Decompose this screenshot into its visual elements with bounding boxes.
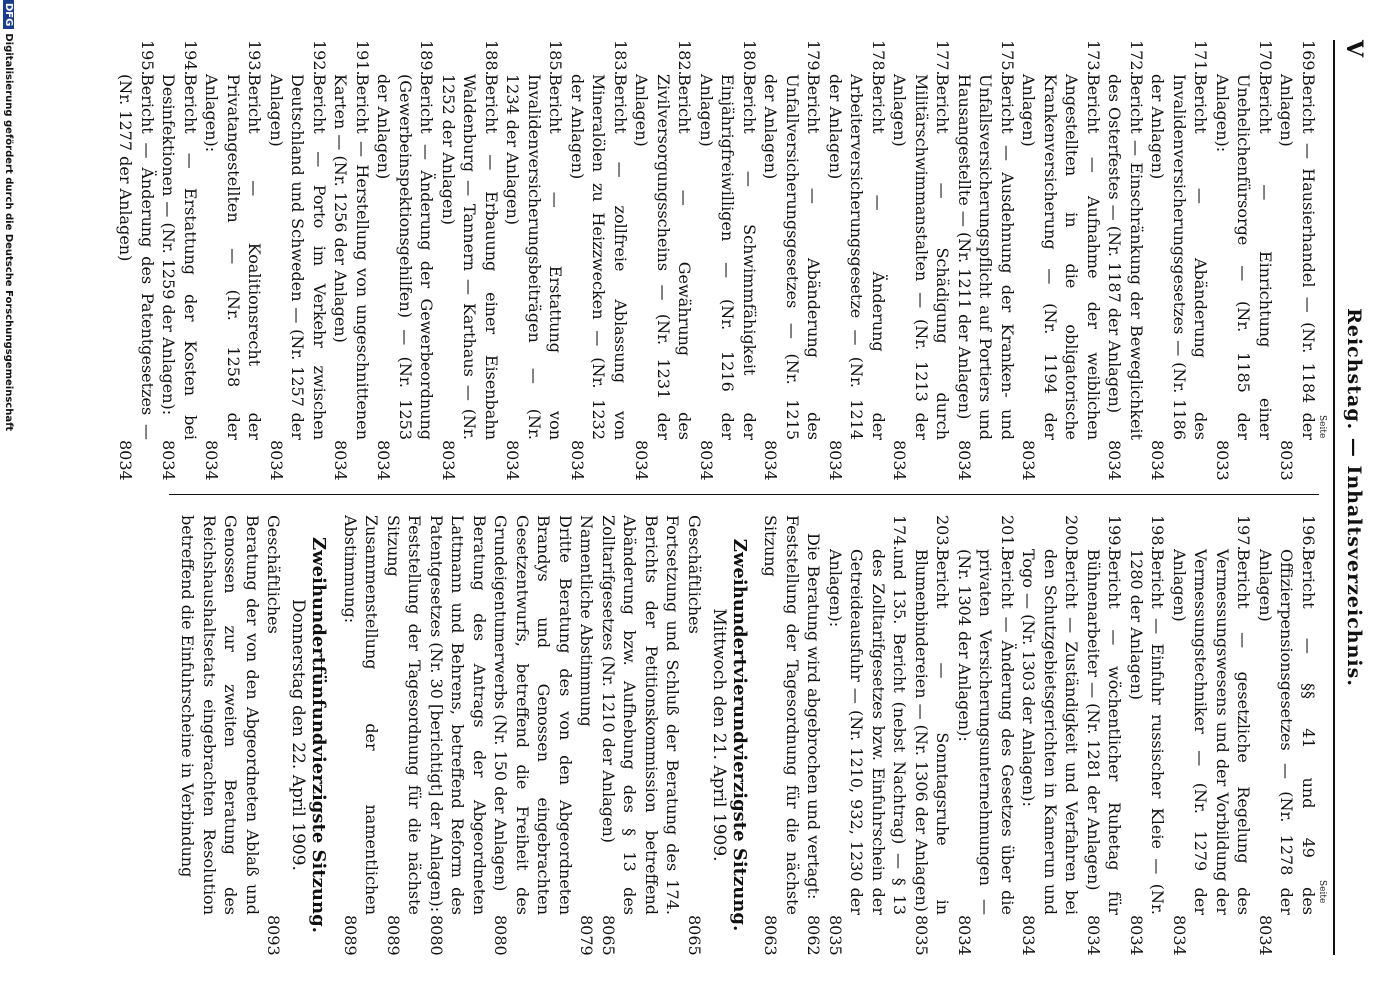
header-title: Reichstag. — Inhaltsverzeichnis. bbox=[1343, 308, 1365, 687]
entry-number: 199. bbox=[1105, 515, 1125, 551]
entry-text: Bericht — gesetzliche Regelung des Vermessungswesens und der Vorbildung der Vermessungstechniker — (Nr. 1279 der Anlagen) bbox=[1170, 549, 1254, 915]
entry-text: Bericht — Abänderung des Unfallversicherungsgesetzes — (Nr. 1215 der Anlagen) bbox=[761, 74, 824, 440]
entry-page: 8034 bbox=[1127, 915, 1146, 956]
session-title: Zweihundertfünfundvierzigste Sitzung. bbox=[308, 537, 330, 933]
session-line bbox=[177, 515, 263, 955]
seite-label-right: Seite bbox=[1317, 880, 1327, 904]
toc-entry bbox=[1018, 40, 1104, 480]
page-number: V bbox=[1341, 40, 1367, 58]
entry-page: 8033 bbox=[1213, 440, 1232, 481]
entry-text: Bericht — Erstattung der Kosten bei Desinfektionen — (Nr. 1259 der Anlagen): bbox=[159, 74, 200, 440]
session-heading-244 bbox=[709, 515, 750, 955]
seite-label-left: Seite bbox=[1317, 415, 1327, 439]
entry-page: 8034 bbox=[267, 440, 286, 481]
entry-number: 200. bbox=[1062, 515, 1082, 551]
line-page: 8089 bbox=[384, 915, 403, 956]
entry-number: 197. bbox=[1234, 515, 1254, 551]
line-page: 8089 bbox=[341, 915, 360, 956]
adjourn-line bbox=[803, 515, 825, 955]
entry-page: 8034 bbox=[439, 440, 458, 481]
entry-text: Bericht — Sonntagsruhe in Blumenbindereien — (Nr. 1306 der Anlagen) bbox=[912, 549, 953, 915]
toc-entry bbox=[889, 40, 954, 480]
entry-page: 8034 bbox=[116, 440, 136, 481]
session-line bbox=[490, 515, 576, 955]
entry-number: 191. bbox=[353, 40, 372, 76]
entry-text: Bericht — Zuständigkeit und Verfahren bei den Schutzgebietsgerichten in Kamerun und Togo — (Nr. 1303 der Anlagen): bbox=[1019, 549, 1082, 915]
entry-text: Bericht — Gewährung des Zivilversorgungsscheins — (Nr. 1231 der Anlagen) bbox=[632, 74, 695, 440]
entry-number: 171. bbox=[1191, 40, 1211, 76]
toc-entry bbox=[1104, 40, 1147, 480]
entry-page: 8034 bbox=[1019, 440, 1039, 481]
toc-entry bbox=[760, 40, 825, 480]
toc-entry bbox=[438, 40, 503, 480]
entry-page: 8034 bbox=[503, 440, 523, 481]
line-text: Beratung des Antrags der Abgeordneten Lattmann und Behrens, betreffend Reform des Patentgesetzes (Nr. 30 [berichtigt] der Anlagen): bbox=[427, 515, 489, 915]
entry-number: 185. bbox=[546, 40, 566, 76]
toc-entry bbox=[1169, 515, 1255, 955]
entry-page: 8034 bbox=[1019, 915, 1039, 956]
session-line bbox=[340, 515, 383, 955]
entry-number: 198. bbox=[1148, 515, 1168, 551]
entry-number: 179. bbox=[804, 40, 824, 76]
toc-entry bbox=[696, 40, 761, 480]
entry-number: 177. bbox=[933, 40, 953, 76]
toc-entry bbox=[158, 40, 201, 480]
entry-number: 170. bbox=[1256, 40, 1275, 76]
session-title: Zweihundertvierundvierzigste Sitzung. bbox=[729, 538, 750, 932]
toc-entry bbox=[330, 40, 373, 480]
toc-entry bbox=[825, 515, 911, 955]
entry-text: Bericht — Änderung der Arbeiterversicherungsgesetze — (Nr. 1214 der Anlagen) bbox=[826, 74, 888, 440]
entry-text: Bericht — Änderung des Patentgesetzes — (Nr. 1277 der Anlagen) bbox=[116, 74, 157, 440]
entry-number: 174. bbox=[890, 515, 910, 551]
toc-entry bbox=[115, 40, 158, 480]
line-page: 8079 bbox=[577, 915, 597, 956]
entry-number: 169. bbox=[1299, 40, 1318, 76]
toc-entry bbox=[1083, 515, 1126, 955]
line-text: Dritte Beratung des von den Abgeordneten Brandys und Genossen eingebrachten Gesetzentwurfs, betreffend die Freiheit des Grundeigentumerwerbs (Nr. 150 der Anlagen) bbox=[491, 515, 575, 915]
fest1-line bbox=[760, 515, 803, 955]
header-rule bbox=[1333, 40, 1335, 955]
line-text: Fortsetzung und Schluß der Beratung des 174. Berichts der Petitionskommission betreffend Abänderung bzw. Aufhebung des § 13 des Zolltarifgesetzes (Nr. 1210 der Anlagen) bbox=[599, 515, 683, 915]
entry-number: 196. bbox=[1299, 515, 1318, 551]
fest1-text: Feststellung der Tagesordnung für die nächste Sitzung bbox=[761, 515, 802, 915]
session-245-lines bbox=[177, 515, 285, 955]
entry-number: 182. bbox=[675, 40, 695, 76]
entry-page: 8034 bbox=[1105, 440, 1125, 481]
session-date: Mittwoch den 21. April 1909. bbox=[709, 608, 729, 862]
entry-text: Bericht — Schwimmfähigkeit der Einjährigfreiwilligen — (Nr. 1216 der Anlagen) bbox=[697, 74, 759, 440]
toc-entry bbox=[631, 40, 696, 480]
entry-number: 193. bbox=[245, 40, 265, 76]
session-244-lines bbox=[340, 515, 706, 955]
line-page: 8080 bbox=[427, 915, 446, 956]
entry-number: 203. bbox=[933, 515, 953, 551]
adjourn-page: 8062 bbox=[804, 915, 824, 956]
session-line bbox=[598, 515, 684, 955]
entry-page: 8034 bbox=[697, 440, 716, 481]
toc-entry bbox=[825, 40, 890, 480]
entry-page: 8034 bbox=[1170, 915, 1189, 956]
entry-page: 8034 bbox=[159, 440, 179, 481]
adjourn-text: Die Beratung wird abgebrochen und vertagt: bbox=[804, 533, 824, 900]
entry-page: 8034 bbox=[890, 440, 910, 481]
entry-page: 8034 bbox=[374, 440, 394, 481]
entry-text: und 135. Bericht (nebst Nachtrag) — § 13 des Zolltarifgesetzes bzw. Einfuhrschein der Getreideausfuhr — (Nr. 1210, 932, 1230 der Anlagen): bbox=[826, 549, 910, 915]
toc-entry bbox=[266, 40, 331, 480]
toc-entry bbox=[1147, 40, 1212, 480]
entry-text: Bericht — Erbauung einer Eisenbahn Waldenburg — Tannern — Karthaus — (Nr. 1252 der Anlagen) bbox=[439, 74, 501, 440]
line-text: Zusammenstellung der namentlichen Abstimmung: bbox=[341, 515, 382, 915]
entry-text: Bericht — Änderung der Gewerbeordnung (Gewerbeinspektionsgehilfen) — (Nr. 1253 der Anlagen) bbox=[374, 74, 437, 440]
entry-number: 173. bbox=[1084, 40, 1103, 76]
session-line bbox=[263, 515, 285, 955]
toc-entry bbox=[1255, 515, 1320, 955]
toc-entry bbox=[201, 40, 266, 480]
entry-page: 8034 bbox=[1148, 440, 1168, 481]
entry-text: Bericht — Koalitionsrecht der Privatangestellten — (Nr. 1258 der Anlagen): bbox=[202, 74, 265, 440]
entry-page: 8035 bbox=[912, 915, 931, 956]
entry-text: Bericht — §§ 41 und 49 des Offizierpensionsgesetzes — (Nr. 1278 der Anlagen) bbox=[1256, 549, 1318, 915]
session-heading-245 bbox=[289, 515, 330, 955]
line-page: 8065 bbox=[685, 915, 704, 956]
entry-page: 8034 bbox=[955, 915, 974, 956]
entry-number: 172. bbox=[1127, 40, 1146, 76]
entry-page: 8034 bbox=[761, 440, 781, 481]
entry-text: Bericht — Abänderung des Invalidenversicherungsgesetzes — (Nr. 1186 der Anlagen) bbox=[1148, 74, 1211, 440]
toc-entry bbox=[1276, 40, 1319, 480]
session-line bbox=[684, 515, 706, 955]
line-page: 8080 bbox=[491, 915, 511, 956]
right-column bbox=[177, 515, 1319, 955]
footer-strip bbox=[0, 0, 18, 1000]
toc-entry bbox=[954, 515, 1019, 955]
entry-number: 194. bbox=[181, 40, 200, 76]
toc-entry bbox=[1018, 515, 1083, 955]
entry-text: Bericht — Einfuhr russischer Kleie — (Nr. 1280 der Anlagen) bbox=[1127, 549, 1168, 915]
toc-entry bbox=[911, 515, 954, 955]
session-line bbox=[383, 515, 426, 955]
entry-text: Bericht — Schädigung durch Militärschwimmanstalten — (Nr. 1213 der Anlagen) bbox=[890, 74, 953, 440]
entry-page: 8034 bbox=[331, 440, 351, 481]
line-text: Namentliche Abstimmung bbox=[577, 515, 597, 727]
line-page: 8093 bbox=[264, 915, 284, 956]
entry-page: 8034 bbox=[826, 440, 845, 481]
entry-text: Bericht — wöchentlicher Ruhetag für Bühnenarbeiter — (Nr. 1281 der Anlagen) bbox=[1084, 549, 1125, 915]
entry-page: 8033 bbox=[1277, 440, 1297, 481]
entry-number: 201. bbox=[998, 515, 1017, 551]
line-text: Geschäftliches bbox=[264, 515, 284, 634]
line-text: Beratung der von den Abgeordneten Ablaß und Genossen zur zweiten Beratung des Reichshaushaltsetats eingebrachten Resolution betreffend die Einfuhrscheine in Verbindung bbox=[178, 515, 262, 915]
session-date: Donnerstag den 22. April 1909. bbox=[288, 599, 309, 871]
entry-text: Bericht — Einrichtung einer Unehelichenfürsorge — (Nr. 1185 der Anlagen): bbox=[1213, 74, 1275, 440]
entry-text: Bericht — Einschränkung der Beweglichkeit des Osterfestes — (Nr. 1187 der Anlagen) bbox=[1105, 74, 1146, 440]
session-line bbox=[426, 515, 491, 955]
toc-entry bbox=[1126, 515, 1169, 955]
entry-number: 180. bbox=[740, 40, 759, 76]
session-line bbox=[576, 515, 598, 955]
entry-number: 183. bbox=[611, 40, 630, 76]
entry-text: Bericht — Änderung des Gesetzes über die privaten Versicherungsunternehmungen — (Nr. 1304 der Anlagen): bbox=[955, 549, 1017, 915]
entry-page: 8034 bbox=[632, 440, 652, 481]
entry-number: 178. bbox=[869, 40, 888, 76]
toc-entry bbox=[373, 40, 438, 480]
right-entries bbox=[825, 515, 1320, 955]
line-page: 8065 bbox=[599, 915, 618, 956]
entry-text: Bericht — Hausierhandel — (Nr. 1184 der Anlagen) bbox=[1277, 74, 1318, 440]
entry-page: 8034 bbox=[202, 440, 222, 481]
line-text: Geschäftliches bbox=[685, 515, 704, 634]
fest1-page: 8063 bbox=[761, 915, 781, 956]
entry-text: Bericht — Aufnahme der weiblichen Angestellten in die obligatorische Krankenversicherung — (Nr. 1194 der Anlagen) bbox=[1019, 74, 1103, 440]
entry-page: 8034 bbox=[1084, 915, 1103, 956]
entry-text: Bericht — Ausdehnung der Kranken- und Unfallsversicherungspflicht auf Portiers und Hausangestellte — (Nr. 1211 der Anlagen) bbox=[955, 74, 1017, 440]
footer-text: Digitalisierung gefördert durch die Deutsche Forschungsgemeinschaft bbox=[3, 33, 15, 432]
entry-text: Bericht — Erstattung von Invalidenversicherungsbeiträgen — (Nr. 1234 der Anlagen) bbox=[503, 74, 566, 440]
left-column bbox=[115, 40, 1319, 480]
entry-number: 189. bbox=[417, 40, 437, 76]
entry-text: Bericht — Herstellung von ungeschnittenen Karten — (Nr. 1256 der Anlagen) bbox=[331, 74, 372, 440]
entry-page: 8034 bbox=[1256, 915, 1275, 956]
entry-number: 188. bbox=[482, 40, 501, 76]
entry-text: Bericht — Porto im Verkehr zwischen Deutschland und Schweden — (Nr. 1257 der Anlagen) bbox=[267, 74, 329, 440]
entry-page: 8034 bbox=[955, 440, 974, 481]
page-header bbox=[1341, 40, 1367, 955]
toc-entry bbox=[567, 40, 632, 480]
entry-number: 175. bbox=[998, 40, 1017, 76]
entry-text: Bericht — zollfreie Ablassung von Mineralölen zu Heizzwecken — (Nr. 1232 der Anlagen) bbox=[568, 74, 630, 440]
column-divider bbox=[169, 494, 1319, 495]
toc-entry bbox=[502, 40, 567, 480]
entry-number: 195. bbox=[138, 40, 157, 76]
entry-page: 8034 bbox=[568, 440, 587, 481]
entry-number: 192. bbox=[310, 40, 329, 76]
entry-page: 8035 bbox=[826, 915, 845, 956]
dfg-logo: DFG bbox=[4, 0, 15, 29]
toc-entry bbox=[954, 40, 1019, 480]
toc-entry bbox=[1212, 40, 1277, 480]
line-text: Feststellung der Tagesordnung für die nächste Sitzung bbox=[384, 515, 425, 915]
